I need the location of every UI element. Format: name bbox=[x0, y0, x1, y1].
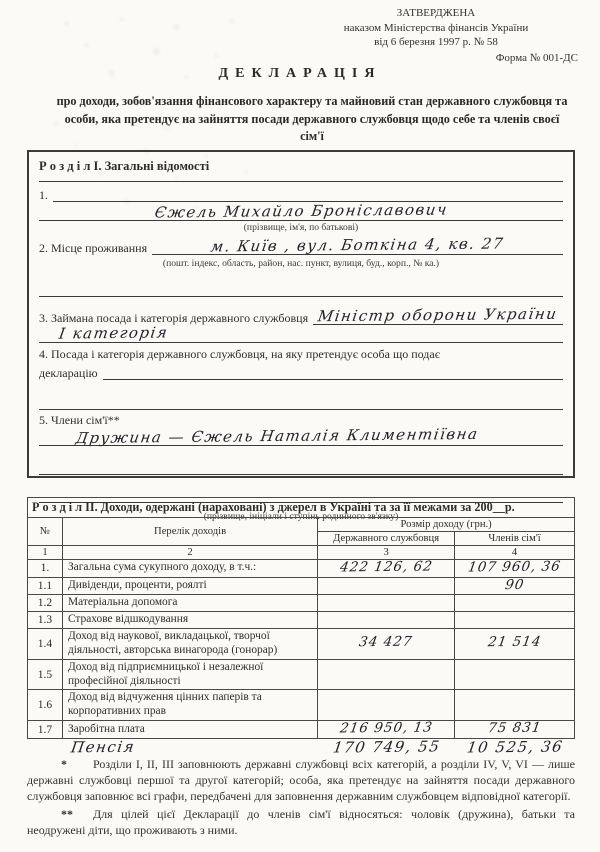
row-num: 1.1 bbox=[28, 577, 63, 595]
footnote-2-text: Для цілей цієї Декларації до членів сім'ї відносяться: чоловік (дружина), батьки та неодружені діти, що проживають з ними. bbox=[27, 806, 575, 837]
footnote-1-text: Розділи I, II, III заповнюють державні службовці всіх категорій, а розділи IV, V, VI — лише державні службовці першої та другої категорій; особа, яка претендує на зайняття посади державного службовця заповнює всі графи, передбачені для заповнення державним службовцем відповідної категорії. bbox=[27, 757, 575, 803]
item2-label: 2. Місце проживання bbox=[39, 240, 148, 255]
item2-value-line bbox=[152, 234, 563, 256]
approval-stamp: ЗАТВЕРДЖЕНА bbox=[396, 7, 476, 19]
family-member-handwriting: Дружина — Єжель Наталія Климентіївна bbox=[74, 424, 480, 447]
approval-block bbox=[292, 6, 580, 65]
amount-family-handwriting: 107 960, 36 bbox=[467, 558, 563, 576]
row-label: Доход від підприємницької і незалежної професійної діяльності bbox=[62, 659, 317, 690]
row-label: Заробітна плата bbox=[62, 721, 317, 739]
address-handwriting: м. Київ , вул. Боткіна 4, кв. 27 bbox=[209, 234, 506, 256]
col-header-list: Перелік доходів bbox=[62, 518, 317, 546]
row-num: 1.3 bbox=[28, 611, 63, 628]
colnum-2: 2 bbox=[62, 546, 317, 560]
item4-label: 4. Посада і категорія державного службовця, на яку претендує особа що подає bbox=[39, 347, 440, 361]
section-1-heading: Р о з д і л I. Загальні відомості bbox=[39, 159, 210, 173]
colnum-1: 1 bbox=[28, 546, 63, 560]
item1-value-line bbox=[39, 200, 563, 222]
pension-family-handwriting: 10 525, 36 bbox=[465, 737, 565, 757]
col-header-civil: Державного службовця bbox=[318, 532, 455, 546]
row-label: Загальна сума сукупного доходу, в т.ч.: bbox=[62, 560, 317, 578]
column-number-row bbox=[28, 546, 575, 560]
amount-civil-handwriting: 422 126, 62 bbox=[338, 558, 434, 576]
footnote-1-marker: * bbox=[61, 757, 67, 771]
income-row bbox=[28, 659, 575, 690]
page-subtitle: про доходи, зобов'язання фінансового характеру та майновий стан державного службовця та особи, яка претендує на зайняття посади державного службовця щодо себе та членів своєї сім'ї bbox=[56, 94, 568, 144]
income-row bbox=[28, 577, 575, 595]
amount-family-handwriting: 90 bbox=[503, 576, 526, 593]
income-row bbox=[28, 628, 575, 659]
pension-label-handwriting: Пенсія bbox=[69, 737, 137, 757]
income-row bbox=[28, 721, 575, 739]
item3-label: 3. Займана посада і категорія державного службовця bbox=[39, 310, 309, 325]
col-header-no: № bbox=[28, 518, 63, 546]
row-label: Дивіденди, проценти, роялті bbox=[62, 577, 317, 595]
position-handwriting: Міністр оборони України bbox=[317, 304, 560, 326]
scan-noise bbox=[15, 110, 18, 113]
income-row bbox=[28, 690, 575, 721]
approval-order: наказом Міністерства фінансів України bbox=[343, 21, 529, 34]
income-row bbox=[28, 560, 575, 578]
blank-line bbox=[39, 395, 563, 410]
approval-date: від 6 березня 1997 р. № 58 bbox=[374, 36, 498, 49]
item5-value-line bbox=[39, 424, 563, 447]
category-handwriting: I категорія bbox=[57, 323, 170, 343]
amount-family-handwriting: 75 831 bbox=[486, 719, 543, 737]
item1-line bbox=[53, 187, 563, 202]
section-2-income-table bbox=[27, 497, 575, 739]
footnotes bbox=[27, 757, 575, 841]
pension-civil-handwriting: 170 749, 55 bbox=[331, 737, 442, 757]
footnote-2-marker: ** bbox=[61, 806, 73, 821]
row-num: 1.7 bbox=[28, 721, 63, 739]
blank-line bbox=[39, 460, 563, 475]
item3-value-line bbox=[313, 304, 563, 326]
row-label: Доход від відчуження цінних паперів та корпоративних прав bbox=[62, 690, 317, 721]
divider bbox=[39, 181, 563, 182]
item5-label: 5. Члени сім'ї** bbox=[39, 413, 120, 428]
colnum-4: 4 bbox=[455, 546, 575, 560]
section-2-heading: Р о з д і л II. Доходи, одержані (нараховані) з джерел в Україні та за її межами за 200__р. bbox=[28, 498, 575, 518]
colnum-3: 3 bbox=[318, 546, 455, 560]
amount-civil-handwriting: 34 427 bbox=[358, 634, 415, 651]
row-num: 1.2 bbox=[28, 595, 63, 612]
item1-hint: (прізвище, ім'я, по батькові) bbox=[243, 222, 359, 233]
item5-hint: (прізвище, ініціали і ступінь родинного зв'язку) bbox=[203, 510, 399, 522]
item4-label2: декларацію bbox=[39, 366, 98, 380]
row-num: 1.6 bbox=[28, 690, 63, 721]
row-label: Матеріальна допомога bbox=[62, 595, 317, 612]
fullname-handwriting: Єжель Михайло Броніславович bbox=[153, 200, 449, 222]
amount-civil-handwriting: 216 950, 13 bbox=[338, 719, 434, 737]
table-header-row bbox=[28, 518, 575, 532]
blank-line bbox=[39, 282, 563, 297]
row-num: 1.4 bbox=[28, 628, 63, 659]
scan-noise bbox=[25, 10, 28, 13]
table-title-row bbox=[28, 498, 575, 518]
col-header-family: Членів сім'ї bbox=[455, 532, 575, 546]
item4-line bbox=[103, 365, 563, 380]
page-title: ДЕКЛАРАЦІЯ bbox=[218, 66, 382, 81]
amount-family-handwriting: 21 514 bbox=[486, 634, 543, 651]
footnote-2 bbox=[27, 807, 575, 839]
col-header-amount: Розмір доходу (грн.) bbox=[318, 518, 575, 532]
row-num: 1.5 bbox=[28, 659, 63, 690]
income-row bbox=[28, 595, 575, 612]
row-label: Доход від наукової, викладацької, творчої діяльності, авторська винагорода (гонорар) bbox=[62, 628, 317, 659]
row-label: Страхове відшкодування bbox=[62, 611, 317, 628]
item3-value2-line bbox=[39, 323, 563, 343]
pension-row bbox=[27, 739, 575, 757]
footnote-1 bbox=[27, 757, 575, 805]
row-num: 1. bbox=[28, 560, 63, 578]
item2-hint: (пошт. індекс, область, район, нас. пункт, вулиця, буд., корп., № ка.) bbox=[162, 258, 440, 269]
item1-label: 1. bbox=[39, 187, 48, 202]
amount-civil-handwriting bbox=[384, 588, 388, 589]
form-number: Форма № 001-ДС bbox=[495, 51, 578, 64]
income-row bbox=[28, 611, 575, 628]
